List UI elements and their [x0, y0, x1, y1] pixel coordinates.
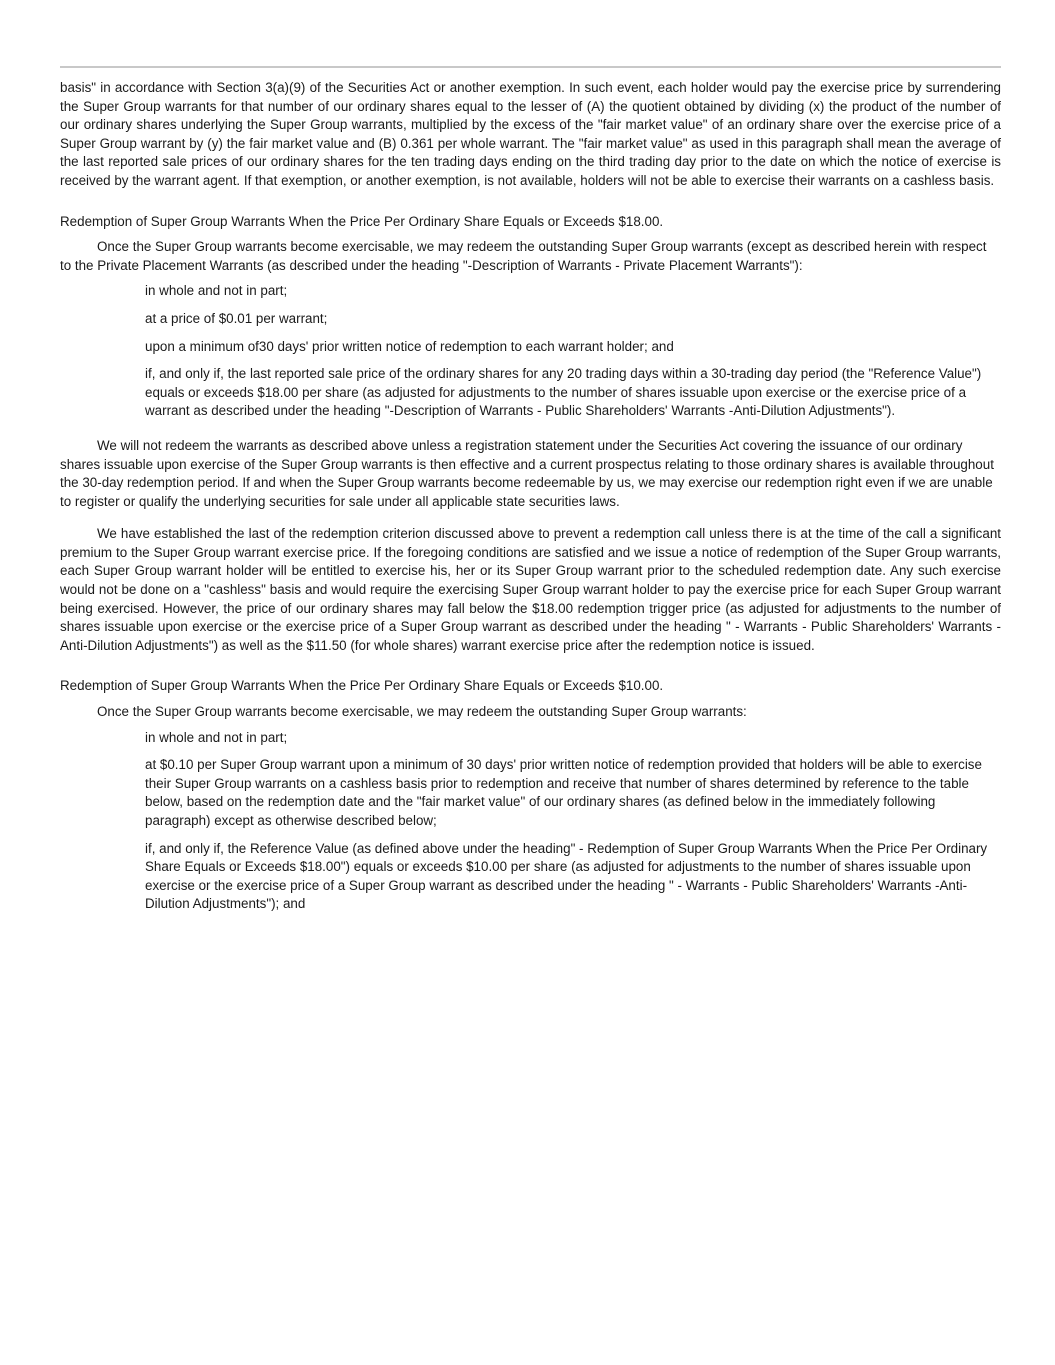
condition-item: in whole and not in part;	[145, 729, 288, 745]
section-heading-10: Redemption of Super Group Warrants When the Price Per Ordinary Share Equals or Exceeds $10.00.	[60, 678, 664, 694]
section-heading-18: Redemption of Super Group Warrants When the Price Per Ordinary Share Equals or Exceeds $18.00.	[60, 213, 664, 229]
section-10-conditions	[145, 729, 990, 914]
criterion-paragraph: We have established the last of the redemption criterion discussed above to prevent a redemption call unless there is at the time of the call a significant premium to the Super Group warrant exercise price. If the foregoing conditions are satisfied and we issue a notice of redemption of the Super Group warrants, each Super Group warrant holder will be entitled to exercise his, her or its Super Group warrant prior to the scheduled redemption date. Any such exercise would not be done on a "cashless" basis and would require the exercising Super Group warrant holder to pay the exercise price for each Super Group warrant being exercised. However, the price of our ordinary shares may fall below the $18.00 redemption trigger price (as adjusted for adjustments to the number of shares issuable upon exercise or the exercise price of a Super Group warrant as described under the heading " - Warrants - Public Shareholders' Warrants - Anti-Dilution Adjustments") as well as the $11.50 (for whole shares) warrant exercise price after the redemption notice is issued.	[60, 526, 1001, 653]
condition-item: in whole and not in part;	[145, 283, 288, 299]
registration-paragraph: We will not redeem the warrants as described above unless a registration statement under the Securities Act covering the issuance of our ordinary shares issuable upon exercise of the Super Group warrants is then effective and a current prospectus relating to those ordinary shares is available throughout the 30-day redemption period. If and when the Super Group warrants become redeemable by us, we may exercise our redemption right even if we are unable to register or qualify the underlying securities for sale under all applicable state securities laws.	[60, 437, 994, 509]
document-page	[60, 79, 1001, 923]
condition-item: if, and only if, the last reported sale price of the ordinary shares for any 20 trading days within a 30-trading day period (the "Reference Value") equals or exceeds $18.00 per share (as adjusted for adjustments to the number of shares issuable upon exercise or the exercise price of a warrant as described under the heading "-Description of Warrants - Public Shareholders' Warrants -Anti-Dilution Adjustments").	[145, 366, 982, 419]
cashless-continuation-paragraph: basis" in accordance with Section 3(a)(9) of the Securities Act or another exemption. In such event, each holder would pay the exercise price by surrendering the Super Group warrants for that number of our ordinary shares equal to the lesser of (A) the quotient obtained by dividing (x) the product of the number of our ordinary shares underlying the Super Group warrants, multiplied by the excess of the "fair market value" of an ordinary share over the exercise price of a Super Group warrant by (y) the fair market value and (B) 0.361 per whole warrant. The "fair market value" as used in this paragraph shall mean the average of the last reported sale prices of our ordinary shares for the ten trading days ending on the third trading day prior to the date on which the notice of exercise is received by the warrant agent. If that exemption, or another exemption, is not available, holders will not be able to exercise their warrants on a cashless basis.	[60, 80, 1001, 188]
condition-item: upon a minimum of30 days' prior written notice of redemption to each warrant holder; and	[145, 338, 674, 354]
section-18-intro: Once the Super Group warrants become exercisable, we may redeem the outstanding Super Group warrants (except as described herein with respect to the Private Placement Warrants (as described under the heading "-Description of Warrants - Private Placement Warrants"):	[60, 239, 987, 273]
section-10-intro: Once the Super Group warrants become exercisable, we may redeem the outstanding Super Group warrants:	[97, 704, 747, 720]
section-18-conditions	[145, 282, 990, 421]
condition-item: at a price of $0.01 per warrant;	[145, 310, 328, 326]
condition-item: at $0.10 per Super Group warrant upon a minimum of 30 days' prior written notice of redemption provided that holders will be able to exercise their Super Group warrants on a cashless basis prior to redemption and receive that number of shares determined by reference to the table below, based on the redemption date and the "fair market value" of our ordinary shares (as defined below in the immediately following paragraph) except as otherwise described below;	[145, 757, 982, 828]
condition-item: if, and only if, the Reference Value (as defined above under the heading" - Redemption of Super Group Warrants When the Price Per Ordinary Share Equals or Exceeds $18.00") equals or exceeds $10.00 per share (as adjusted for adjustments to the number of shares issuable upon exercise or the exercise price of a Super Group warrant as described under the heading " - Warrants - Public Shareholders' Warrants -Anti-Dilution Adjustments"); and	[145, 840, 988, 912]
top-divider	[60, 66, 1001, 68]
